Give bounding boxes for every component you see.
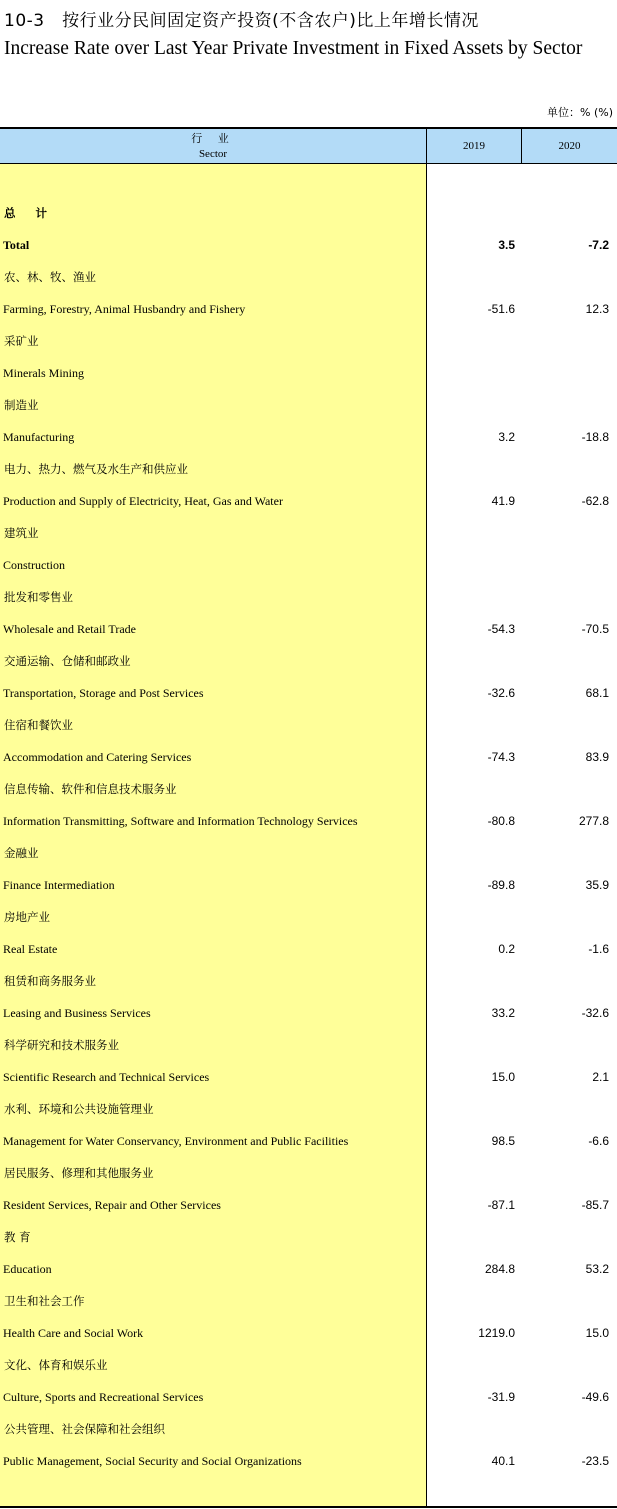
table-header-rule [0, 163, 617, 164]
sector-name-cn: 交通运输、仓储和邮政业 [4, 654, 131, 668]
table-row [0, 365, 617, 381]
table-row-cn [0, 1421, 617, 1437]
table-row [0, 557, 617, 573]
sector-name-en: Manufacturing [3, 430, 75, 444]
table-row [0, 1197, 617, 1213]
column-header-2019: 2019 [463, 140, 485, 152]
value-2019: 3.2 [498, 430, 515, 444]
value-2019: -51.6 [487, 302, 515, 316]
value-2019: -31.9 [487, 1390, 515, 1404]
column-header-2020: 2020 [558, 140, 581, 152]
sector-name-cn: 水利、环境和公共设施管理业 [4, 1102, 154, 1116]
sector-name-cn: 科学研究和技术服务业 [4, 1038, 119, 1052]
value-2020: -49.6 [581, 1390, 609, 1404]
sector-name-en: Finance Intermediation [3, 878, 115, 892]
table-bottom-rule [0, 1506, 617, 1508]
sector-name-cn: 房地产业 [4, 910, 50, 924]
value-2019: 98.5 [491, 1134, 515, 1148]
value-2020: 68.1 [585, 686, 609, 700]
sector-name-en: Resident Services, Repair and Other Services [3, 1198, 221, 1212]
sector-name-cn: 公共管理、社会保障和社会组织 [4, 1422, 165, 1436]
table-row-cn [0, 1229, 617, 1245]
table-row-cn [0, 973, 617, 989]
table-top-rule [0, 127, 617, 129]
value-2020: 2.1 [592, 1070, 609, 1084]
sector-name-cn: 农、林、牧、渔业 [4, 270, 96, 284]
sector-name-en: Management for Water Conservancy, Environment and Public Facilities [3, 1134, 349, 1148]
table-row-cn [0, 1357, 617, 1373]
table-row [0, 301, 617, 317]
sector-name-en: Public Management, Social Security and Social Organizations [3, 1454, 302, 1468]
value-2020: -7.2 [588, 238, 609, 252]
value-2020: 277.8 [578, 814, 609, 828]
sector-name-en: Information Transmitting, Software and Information Technology Services [3, 814, 358, 828]
table-row [0, 1325, 617, 1341]
sector-name-cn: 居民服务、修理和其他服务业 [4, 1166, 154, 1180]
value-2020: -85.7 [581, 1198, 609, 1212]
table-row-cn [0, 461, 617, 477]
sector-name-cn: 批发和零售业 [4, 590, 73, 604]
sector-name-cn: 建筑业 [4, 526, 39, 540]
table-row-cn [0, 1101, 617, 1117]
value-2019: -80.8 [487, 814, 515, 828]
value-2020: 83.9 [585, 750, 609, 764]
sector-name-en: Minerals Mining [3, 366, 84, 380]
sector-name-cn: 电力、热力、燃气及水生产和供应业 [4, 462, 188, 476]
value-2019: 3.5 [498, 238, 515, 252]
sector-name-cn: 制造业 [4, 398, 39, 412]
table-row [0, 685, 617, 701]
page-title-cn: 10-3 按行业分民间固定资产投资(不含农户)比上年增长情况 [4, 11, 479, 31]
sector-name-en: Transportation, Storage and Post Services [3, 686, 204, 700]
table-row [0, 1453, 617, 1469]
value-2019: -54.3 [487, 622, 515, 636]
column-header-sector-cn: 行 业 [191, 132, 235, 145]
sector-name-en: Wholesale and Retail Trade [3, 622, 136, 636]
value-2019: -74.3 [487, 750, 515, 764]
table-row-cn [0, 781, 617, 797]
table-row [0, 1133, 617, 1149]
table-row-cn [0, 717, 617, 733]
value-2019: 284.8 [484, 1262, 515, 1276]
table-row-cn [0, 1165, 617, 1181]
value-2020: -18.8 [581, 430, 609, 444]
value-2020: 12.3 [585, 302, 609, 316]
value-2020: 53.2 [585, 1262, 609, 1276]
value-2020: -32.6 [581, 1006, 609, 1020]
table-row-cn [0, 845, 617, 861]
table-row [0, 941, 617, 957]
value-2019: 33.2 [491, 1006, 515, 1020]
sector-name-cn: 住宿和餐饮业 [4, 718, 73, 732]
sector-name-en: Production and Supply of Electricity, Heat, Gas and Water [3, 494, 283, 508]
value-2020: -1.6 [588, 942, 609, 956]
table-row [0, 237, 617, 253]
column-header-sector-en: Sector [198, 148, 228, 160]
table-row [0, 429, 617, 445]
sector-name-en: Leasing and Business Services [3, 1006, 151, 1020]
sector-name-cn: 卫生和社会工作 [4, 1294, 85, 1308]
table-row-cn [0, 589, 617, 605]
sector-name-en: Accommodation and Catering Services [3, 750, 192, 764]
sector-name-cn: 租赁和商务服务业 [4, 974, 96, 988]
table-row-cn [0, 205, 617, 221]
table-row [0, 877, 617, 893]
table-row [0, 1261, 617, 1277]
sector-name-cn: 金融业 [4, 846, 39, 860]
value-2020: -23.5 [581, 1454, 609, 1468]
table-row-cn [0, 909, 617, 925]
sector-name-cn: 教 育 [4, 1230, 31, 1244]
sector-name-cn: 采矿业 [4, 334, 39, 348]
value-2019: -89.8 [487, 878, 515, 892]
sector-name-en: Scientific Research and Technical Services [3, 1070, 210, 1084]
sector-name-en: Real Estate [3, 942, 58, 956]
sector-name-cn: 信息传输、软件和信息技术服务业 [4, 782, 177, 796]
value-2019: -87.1 [487, 1198, 515, 1212]
sector-name-en: Education [3, 1262, 52, 1276]
value-2020: -70.5 [581, 622, 609, 636]
table-row-cn [0, 525, 617, 541]
table-row [0, 749, 617, 765]
table-row-cn [0, 653, 617, 669]
unit-label: 单位：% (%) [547, 106, 613, 119]
value-2019: 15.0 [491, 1070, 515, 1084]
value-2019: 41.9 [491, 494, 515, 508]
table-row-cn [0, 269, 617, 285]
value-2020: -6.6 [588, 1134, 609, 1148]
value-2020: -62.8 [581, 494, 609, 508]
value-2019: 40.1 [491, 1454, 515, 1468]
table-row-cn [0, 1293, 617, 1309]
sector-name-cn: 文化、体育和娱乐业 [4, 1358, 108, 1372]
table-row-cn [0, 1037, 617, 1053]
value-2019: 0.2 [498, 942, 515, 956]
value-2020: 15.0 [585, 1326, 609, 1340]
sector-name-en: Health Care and Social Work [3, 1326, 144, 1340]
sector-name-en: Total [3, 238, 30, 252]
sector-name-en: Culture, Sports and Recreational Services [3, 1390, 204, 1404]
value-2019: -32.6 [487, 686, 515, 700]
sector-name-en: Construction [3, 558, 65, 572]
value-2019: 1219.0 [478, 1326, 515, 1340]
table-row-cn [0, 333, 617, 349]
table-row [0, 1069, 617, 1085]
table-row-cn [0, 397, 617, 413]
value-2020: 35.9 [585, 878, 609, 892]
table-row [0, 1389, 617, 1405]
table-row [0, 621, 617, 637]
table-row [0, 493, 617, 509]
table-row [0, 813, 617, 829]
table-row [0, 1005, 617, 1021]
sector-name-en: Farming, Forestry, Animal Husbandry and Fishery [3, 302, 246, 316]
sector-name-cn: 总 计 [4, 206, 56, 220]
page-title-en: Increase Rate over Last Year Private Investment in Fixed Assets by Sector [4, 38, 583, 59]
